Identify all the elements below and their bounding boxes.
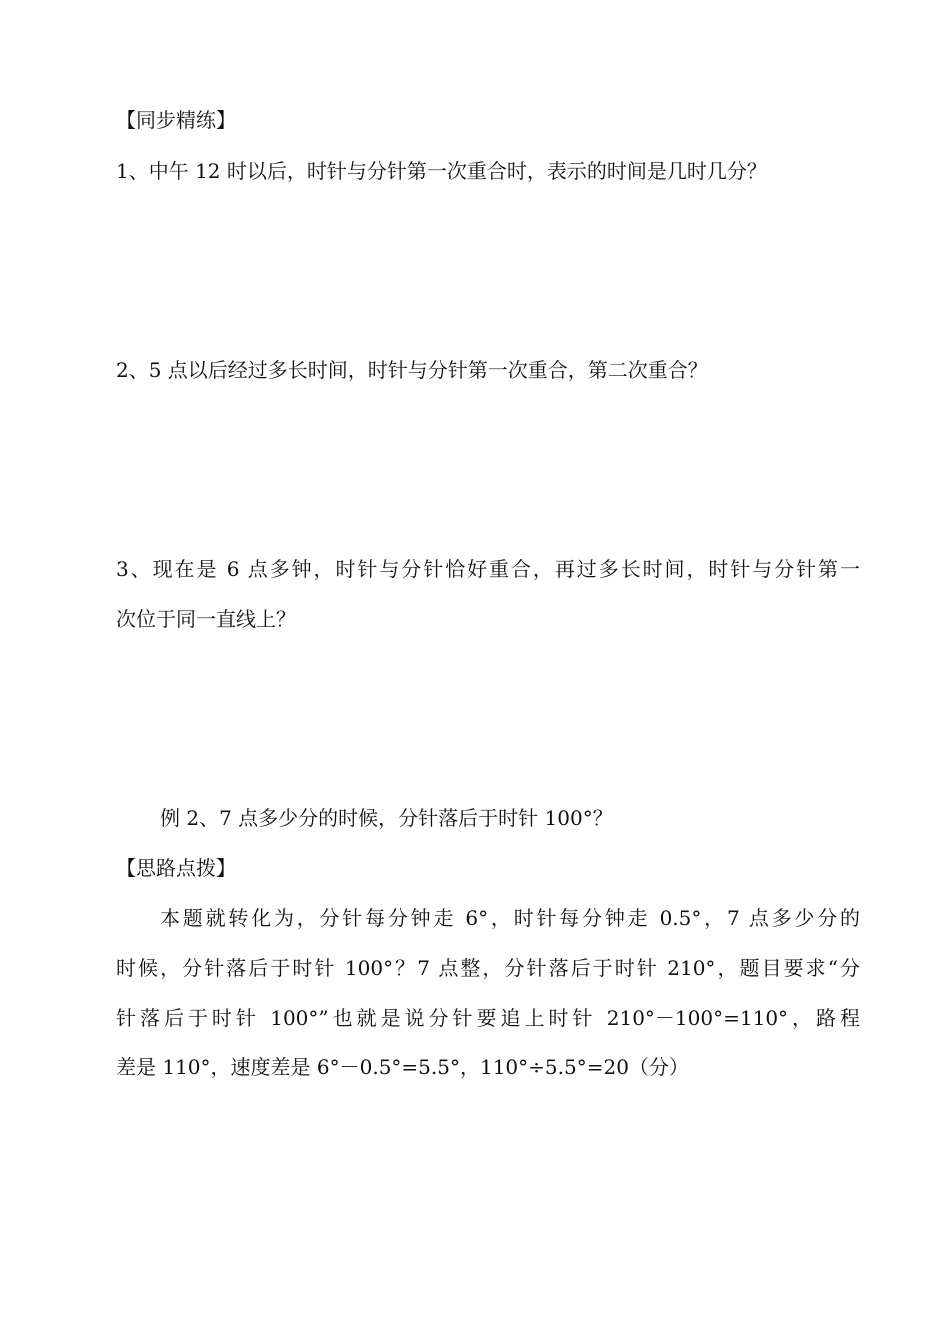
hint-line-4: 差是 110°，速度差是 6°－0.5°=5.5°，110°÷5.5°=20（分） bbox=[116, 1055, 689, 1079]
example-2-title: 例 2、7 点多少分的时候，分针落后于时针 100°？ bbox=[160, 806, 613, 830]
hint-heading: 【思路点拨】 bbox=[116, 856, 236, 880]
question-3-line-2: 次位于同一直线上？ bbox=[116, 607, 296, 631]
hint-line-3: 针落后于时针 100°”也就是说分针要追上时针 210°－100°=110°，路程 bbox=[116, 1006, 860, 1030]
hint-line-1: 本题就转化为，分针每分钟走 6°，时针每分钟走 0.5°，7 点多少分的 bbox=[160, 906, 860, 930]
question-2: 2、5 点以后经过多长时间，时针与分针第一次重合，第二次重合？ bbox=[116, 358, 708, 382]
hint-line-2: 时候，分针落后于时针 100°？7 点整，分针落后于时针 210°，题目要求“分 bbox=[116, 956, 860, 980]
practice-heading: 【同步精练】 bbox=[116, 108, 236, 132]
question-1: 1、中午 12 时以后，时针与分针第一次重合时，表示的时间是几时几分？ bbox=[116, 159, 767, 183]
question-3-line-1: 3、现在是 6 点多钟，时针与分针恰好重合，再过多长时间，时针与分针第一 bbox=[116, 557, 860, 581]
